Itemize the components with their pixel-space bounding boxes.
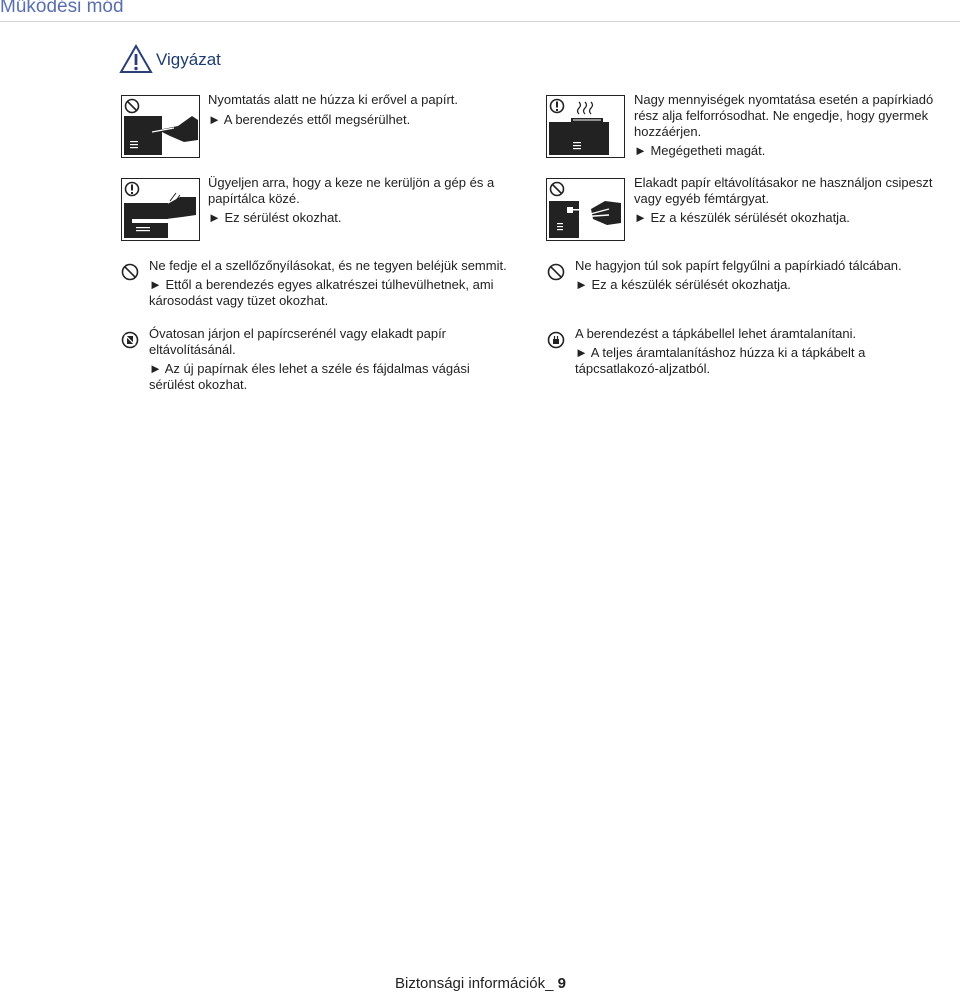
prohibited-icon xyxy=(546,262,566,282)
prohibited-icon xyxy=(551,183,564,196)
power-cord-line2: ► A teljes áramtalanításhoz húzza ki a tápkábelt a xyxy=(575,345,866,360)
plug-icon xyxy=(546,330,566,350)
hot-output-line2: rész alja felforrósodhat. Ne engedje, hogy gyermek xyxy=(634,108,929,123)
paper-edge-line2: eltávolításánál. xyxy=(149,342,236,357)
power-cord-line3: tápcsatlakozó-aljzatból. xyxy=(575,361,711,376)
power-cord-text xyxy=(575,326,955,377)
pull-paper-line2: ► A berendezés ettől megsérülhet. xyxy=(208,112,411,127)
tweezers-line2: vagy egyéb fémtárgyat. xyxy=(634,191,770,206)
hand-tray-text xyxy=(208,175,528,226)
hand-tray-line1: Ügyeljen arra, hogy a keze ne kerüljön a gép és a xyxy=(208,175,495,190)
vents-line3: károsodást vagy tüzet okozhat. xyxy=(149,293,329,308)
footer-page-number: 9 xyxy=(557,975,566,992)
exclamation-icon xyxy=(126,183,139,196)
hand-tray-line3: ► Ez sérülést okozhat. xyxy=(208,210,342,225)
caution-label: Vigyázat xyxy=(156,50,221,69)
hot-output-illustration xyxy=(546,95,625,158)
vents-line1: Ne fedje el a szellőzőnyílásokat, és ne tegyen beléjük semmit. xyxy=(149,258,507,273)
paper-edge-line4: sérülést okozhat. xyxy=(149,377,248,392)
vents-text xyxy=(149,258,529,309)
tweezers-text xyxy=(634,175,954,226)
heat-waves-icon xyxy=(578,102,593,114)
paper-edge-line3: ► Az új papírnak éles lehet a széle és fájdalmas vágási xyxy=(149,361,470,376)
vents-line2: ► Ettől a berendezés egyes alkatrészei túlhevülhetnek, ami xyxy=(149,277,494,292)
warning-triangle-icon xyxy=(119,44,153,74)
no-hand-icon xyxy=(120,330,140,350)
hand-tray-line2: papírtálca közé. xyxy=(208,191,300,206)
hand-icon xyxy=(162,197,196,219)
hot-output-text xyxy=(634,92,954,159)
overflow-text xyxy=(575,258,955,293)
tweezers-illustration xyxy=(546,178,625,241)
power-cord-line1: A berendezést a tápkábellel lehet áramtalanítani. xyxy=(575,326,857,341)
hot-output-line4: ► Megégetheti magát. xyxy=(634,143,766,158)
overflow-line1: Ne hagyjon túl sok papírt felgyűlni a papírkiadó tálcában. xyxy=(575,258,902,273)
prohibited-icon xyxy=(126,100,139,113)
hot-output-line1: Nagy mennyiségek nyomtatása esetén a papírkiadó xyxy=(634,92,934,107)
title-divider xyxy=(0,21,960,22)
exclamation-icon xyxy=(551,100,564,113)
tweezers-line3: ► Ez a készülék sérülését okozhatja. xyxy=(634,210,850,225)
tweezers-line1: Elakadt papír eltávolításakor ne használjon csipeszt xyxy=(634,175,933,190)
page-title: Működési mód xyxy=(0,0,124,17)
paper-edge-line1: Óvatosan járjon el papírcserénél vagy elakadt papír xyxy=(149,326,447,341)
prohibited-icon xyxy=(120,262,140,282)
footer-section: Biztonsági információk_ xyxy=(395,975,554,992)
page-footer xyxy=(395,975,566,992)
pull-paper-illustration xyxy=(121,95,200,158)
hot-output-line3: hozzáérjen. xyxy=(634,124,702,139)
pull-paper-line1: Nyomtatás alatt ne húzza ki erővel a papírt. xyxy=(208,92,459,107)
paper-edge-text xyxy=(149,326,529,393)
hand-icon xyxy=(158,116,198,142)
pull-paper-text xyxy=(208,92,528,128)
hand-tray-illustration xyxy=(121,178,200,241)
overflow-line2: ► Ez a készülék sérülését okozhatja. xyxy=(575,277,791,292)
